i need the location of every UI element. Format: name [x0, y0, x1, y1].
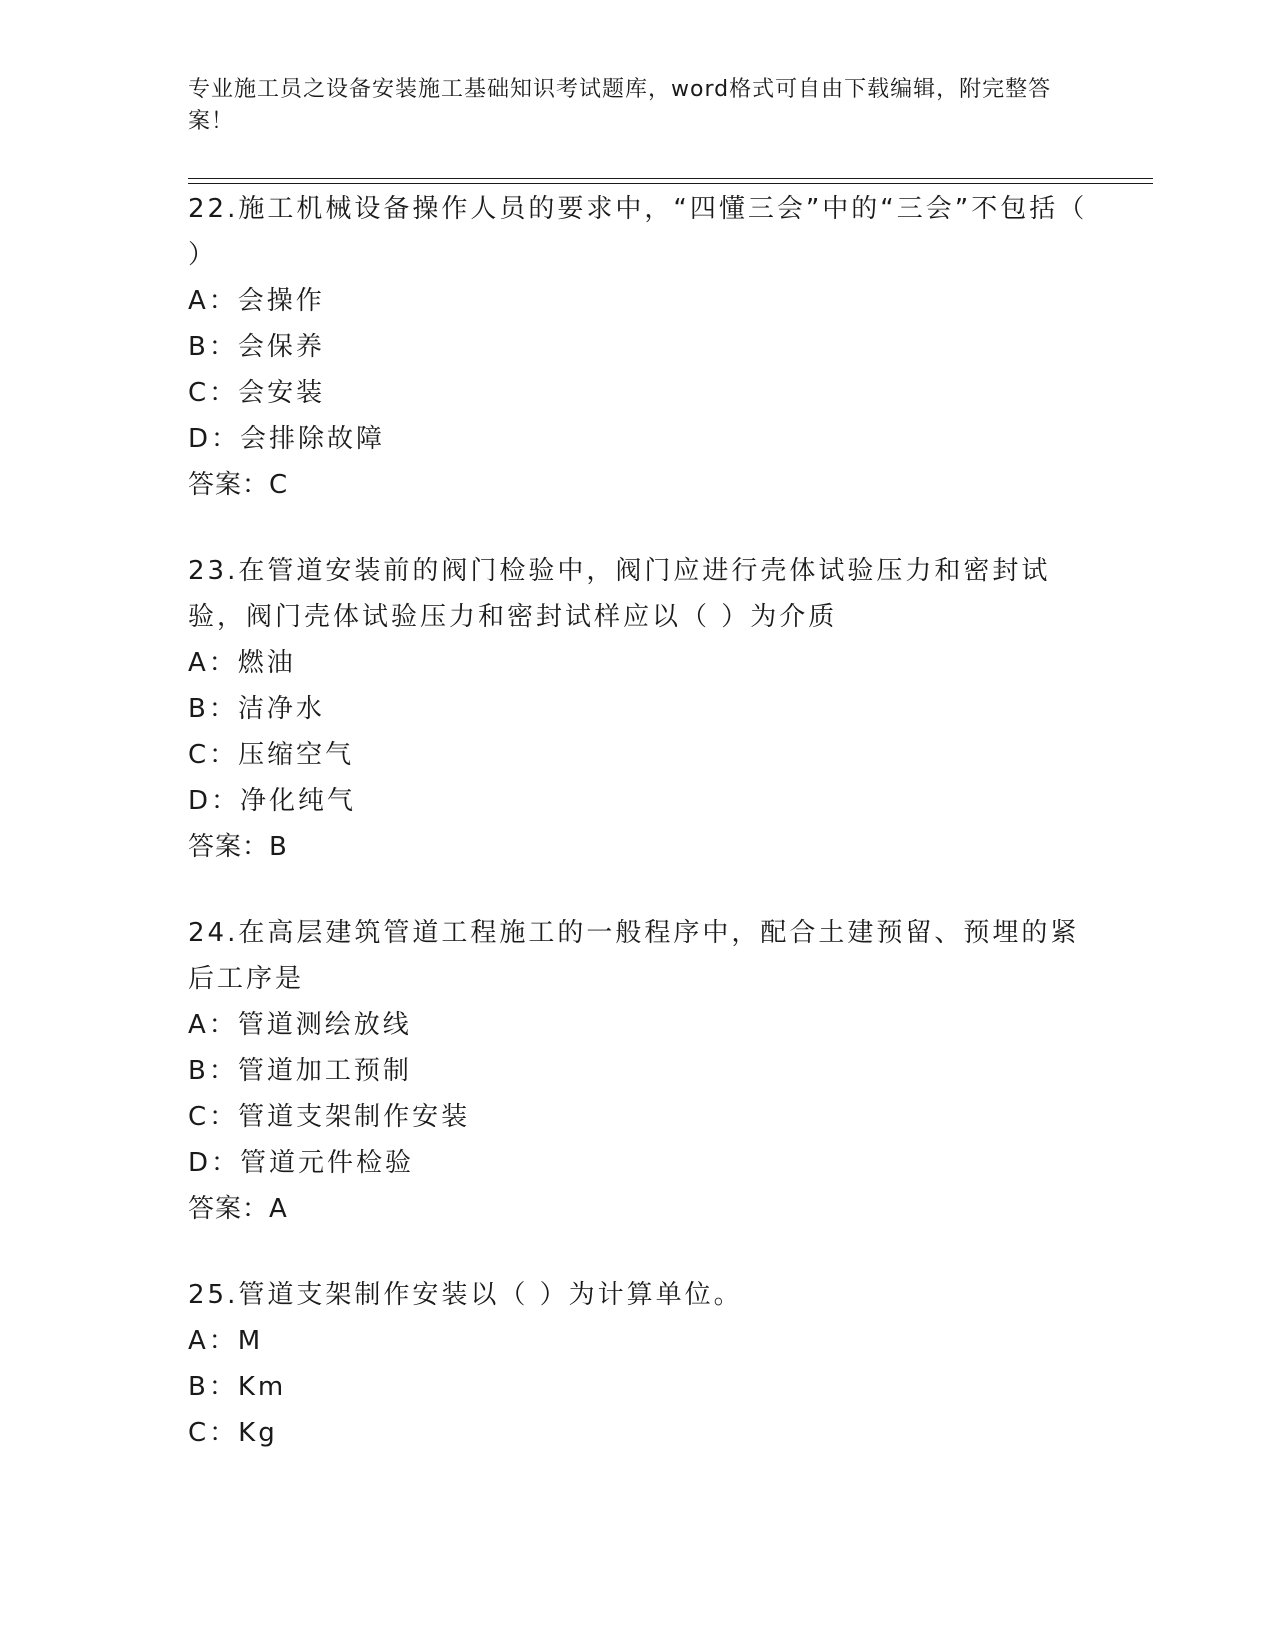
option-c: C：压缩空气 — [188, 740, 355, 770]
header-divider-top — [188, 178, 1153, 179]
option-b: B：Km — [188, 1372, 287, 1402]
option-d: D：管道元件检验 — [188, 1148, 415, 1178]
answer: 答案：A — [188, 1194, 288, 1224]
question-text: 25.管道支架制作安装以（ ）为计算单位。 — [188, 1280, 743, 1310]
option-c: C：Kg — [188, 1418, 278, 1448]
question-22 — [188, 186, 1088, 508]
option-b: B：管道加工预制 — [188, 1056, 412, 1086]
question-text: 23.在管道安装前的阀门检验中，阀门应进行壳体试验压力和密封试验，阀门壳体试验压力和密封试样应以（ ）为介质 — [188, 556, 1051, 632]
option-a: A：燃油 — [188, 648, 296, 678]
question-text: 24.在高层建筑管道工程施工的一般程序中，配合土建预留、预埋的紧后工序是 — [188, 918, 1080, 994]
option-a: A：管道测绘放线 — [188, 1010, 412, 1040]
question-25 — [188, 1272, 1088, 1456]
option-b: B：会保养 — [188, 332, 325, 362]
option-a: A：会操作 — [188, 286, 325, 316]
document-header: 专业施工员之设备安装施工基础知识考试题库，word格式可自由下载编辑，附完整答案！ — [188, 77, 1052, 134]
option-a: A：M — [188, 1326, 264, 1356]
answer: 答案：B — [188, 832, 288, 862]
option-d: D：会排除故障 — [188, 424, 386, 454]
question-24 — [188, 910, 1088, 1232]
option-c: C：会安装 — [188, 378, 326, 408]
question-23 — [188, 548, 1088, 870]
header-divider-bottom — [188, 183, 1153, 184]
question-text: 22.施工机械设备操作人员的要求中，“四懂三会”中的“三会”不包括（ ） — [188, 194, 1088, 270]
option-d: D：净化纯气 — [188, 786, 357, 816]
option-c: C：管道支架制作安装 — [188, 1102, 471, 1132]
answer: 答案：C — [188, 470, 289, 500]
option-b: B：洁净水 — [188, 694, 325, 724]
